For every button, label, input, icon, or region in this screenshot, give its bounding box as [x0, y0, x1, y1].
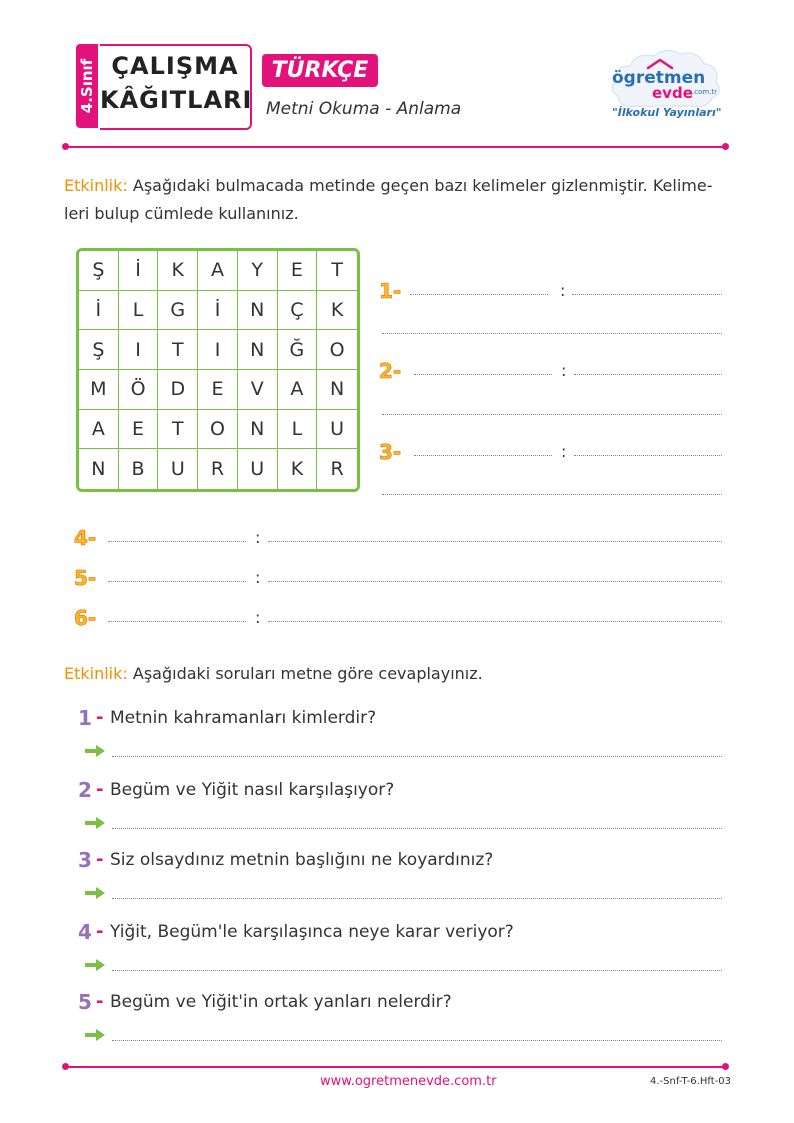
- title-line-2: KÂĞITLARI: [100, 86, 253, 114]
- answer-number-2: 2-: [379, 359, 402, 383]
- activity2-text: Aşağıdaki soruları metne göre cevaplayınız.: [132, 664, 483, 683]
- puzzle-cell: N: [79, 449, 119, 489]
- puzzle-cell: A: [79, 410, 119, 450]
- answer-line[interactable]: [112, 898, 722, 899]
- green-arrow-icon: [84, 815, 106, 829]
- footer-dot-right: [722, 1063, 729, 1070]
- question-dash: -: [96, 849, 104, 870]
- answer-number-1: 1-: [379, 279, 402, 303]
- question-text: Yiğit, Begüm'le karşılaşınca neye karar veriyor?: [110, 922, 514, 942]
- answer-6-sentence-line[interactable]: [268, 621, 722, 622]
- question-dash: -: [96, 779, 104, 800]
- puzzle-cell: B: [119, 449, 159, 489]
- answer-3-colon: :: [561, 442, 567, 461]
- puzzle-cell: K: [158, 251, 198, 291]
- puzzle-cell: D: [158, 370, 198, 410]
- question-text: Begüm ve Yiğit nasıl karşılaşıyor?: [110, 780, 395, 800]
- publisher-logo: [604, 46, 726, 128]
- puzzle-cell: A: [278, 370, 318, 410]
- puzzle-cell: R: [198, 449, 238, 489]
- answer-2-colon: :: [561, 361, 567, 380]
- rule-dot-right: [722, 143, 729, 150]
- topic-text: Metni Okuma - Anlama: [266, 99, 462, 119]
- logo-tagline: "İlkokul Yayınları": [612, 106, 722, 119]
- puzzle-cell: N: [238, 291, 278, 331]
- answer-1-colon: :: [560, 281, 566, 300]
- answer-3-sentence-line-2[interactable]: [382, 494, 722, 495]
- answer-3-word-line[interactable]: [414, 455, 552, 456]
- puzzle-cell: R: [330, 458, 344, 481]
- puzzle-cell: L: [278, 410, 318, 450]
- puzzle-cell: U: [158, 449, 198, 489]
- subject-badge: TÜRKÇE: [262, 54, 378, 87]
- question-text: Metnin kahramanları kimlerdir?: [110, 708, 377, 728]
- puzzle-cell: U: [238, 449, 278, 489]
- puzzle-cell: İ: [79, 291, 119, 331]
- answer-5-word-line[interactable]: [108, 581, 246, 582]
- answer-1-sentence-line[interactable]: [572, 294, 722, 295]
- activity1-text-2: leri bulup cümlede kullanınız.: [64, 204, 299, 223]
- puzzle-cell: A: [198, 251, 238, 291]
- puzzle-cell: Ğ: [278, 330, 318, 370]
- answer-1-sentence-line-2[interactable]: [382, 333, 722, 334]
- question-number: 3: [78, 848, 92, 872]
- answer-6-colon: :: [255, 608, 261, 627]
- puzzle-cell: L: [119, 291, 159, 331]
- green-arrow-icon: [84, 1027, 106, 1041]
- puzzle-cell: T: [158, 410, 198, 450]
- puzzle-cell: U: [317, 410, 357, 450]
- puzzle-cell: N: [317, 370, 357, 410]
- answer-number-5: 5-: [74, 566, 97, 590]
- puzzle-cell: E: [198, 370, 238, 410]
- question-dash: -: [96, 991, 104, 1012]
- answer-2-sentence-line[interactable]: [574, 374, 722, 375]
- answer-line[interactable]: [112, 1040, 722, 1041]
- activity2-label: Etkinlik:: [64, 664, 128, 683]
- title-line-1: ÇALIŞMA: [111, 52, 239, 80]
- puzzle-cell: K: [278, 449, 318, 489]
- puzzle-cell: I: [119, 330, 159, 370]
- question-text: Begüm ve Yiğit'in ortak yanları nelerdir?: [110, 992, 452, 1012]
- green-arrow-icon: [84, 885, 106, 899]
- answer-3-sentence-line[interactable]: [574, 455, 722, 456]
- header-rule: [66, 146, 726, 148]
- activity1-instruction: [64, 172, 712, 228]
- activity2-instruction: [64, 660, 483, 688]
- answer-4-word-line[interactable]: [108, 541, 246, 542]
- puzzle-cell: I: [198, 330, 238, 370]
- question-dash: -: [96, 921, 104, 942]
- answer-5-colon: :: [255, 568, 261, 587]
- question-number: 2: [78, 778, 92, 802]
- footer-code: 4.-Snf-T-6.Hft-03: [650, 1076, 731, 1087]
- answer-number-3: 3-: [379, 440, 402, 464]
- grade-label: 4.Sınıf: [78, 58, 96, 114]
- activity1-label: Etkinlik:: [64, 176, 128, 195]
- question-number: 4: [78, 920, 92, 944]
- answer-2-word-line[interactable]: [414, 374, 552, 375]
- footer-url[interactable]: www.ogretmenevde.com.tr: [320, 1074, 497, 1089]
- answer-line[interactable]: [112, 828, 722, 829]
- puzzle-cell: G: [158, 291, 198, 331]
- puzzle-cell: Ş: [79, 330, 119, 370]
- puzzle-cell: Ö: [119, 370, 159, 410]
- answer-number-4: 4-: [74, 526, 97, 550]
- puzzle-cell: O: [317, 330, 357, 370]
- green-arrow-icon: [84, 743, 106, 757]
- footer-rule: [66, 1066, 726, 1068]
- puzzle-cell: Y: [238, 251, 278, 291]
- puzzle-cell: İ: [119, 251, 159, 291]
- answer-2-sentence-line-2[interactable]: [382, 414, 722, 415]
- question-number: 1: [78, 706, 92, 730]
- puzzle-cell: E: [119, 410, 159, 450]
- logo-word-1: ögretmen: [612, 68, 706, 88]
- answer-6-word-line[interactable]: [108, 621, 246, 622]
- activity1-text-1: Aşağıdaki bulmacada metinde geçen bazı kelimeler gizlenmiştir. Kelime-: [132, 176, 713, 195]
- puzzle-cell: E: [278, 251, 318, 291]
- logo-domain: .com.tr: [692, 88, 718, 96]
- question-number: 5: [78, 990, 92, 1014]
- question-text: Siz olsaydınız metnin başlığını ne koyardınız?: [110, 850, 494, 870]
- puzzle-cell: T: [158, 330, 198, 370]
- answer-line[interactable]: [112, 756, 722, 757]
- puzzle-cell: N: [238, 330, 278, 370]
- logo-word-2: evde: [652, 84, 693, 102]
- word-search-grid: [76, 248, 360, 492]
- answer-5-sentence-line[interactable]: [268, 581, 722, 582]
- answer-number-6: 6-: [74, 606, 97, 630]
- puzzle-cell: T: [317, 251, 357, 291]
- puzzle-cell: İ: [198, 291, 238, 331]
- grade-tab: [76, 44, 98, 128]
- green-arrow-icon: [84, 957, 106, 971]
- answer-4-sentence-line[interactable]: [268, 541, 722, 542]
- answer-line[interactable]: [112, 970, 722, 971]
- puzzle-cell: Ş: [79, 251, 119, 291]
- answer-4-colon: :: [255, 528, 261, 547]
- puzzle-cell: O: [198, 410, 238, 450]
- puzzle-cell: M: [79, 370, 119, 410]
- question-dash: -: [96, 707, 104, 728]
- puzzle-cell: V: [238, 370, 278, 410]
- puzzle-cell: Ç: [278, 291, 318, 331]
- puzzle-cell: K: [317, 291, 357, 331]
- puzzle-cell: N: [238, 410, 278, 450]
- answer-1-word-line[interactable]: [410, 294, 548, 295]
